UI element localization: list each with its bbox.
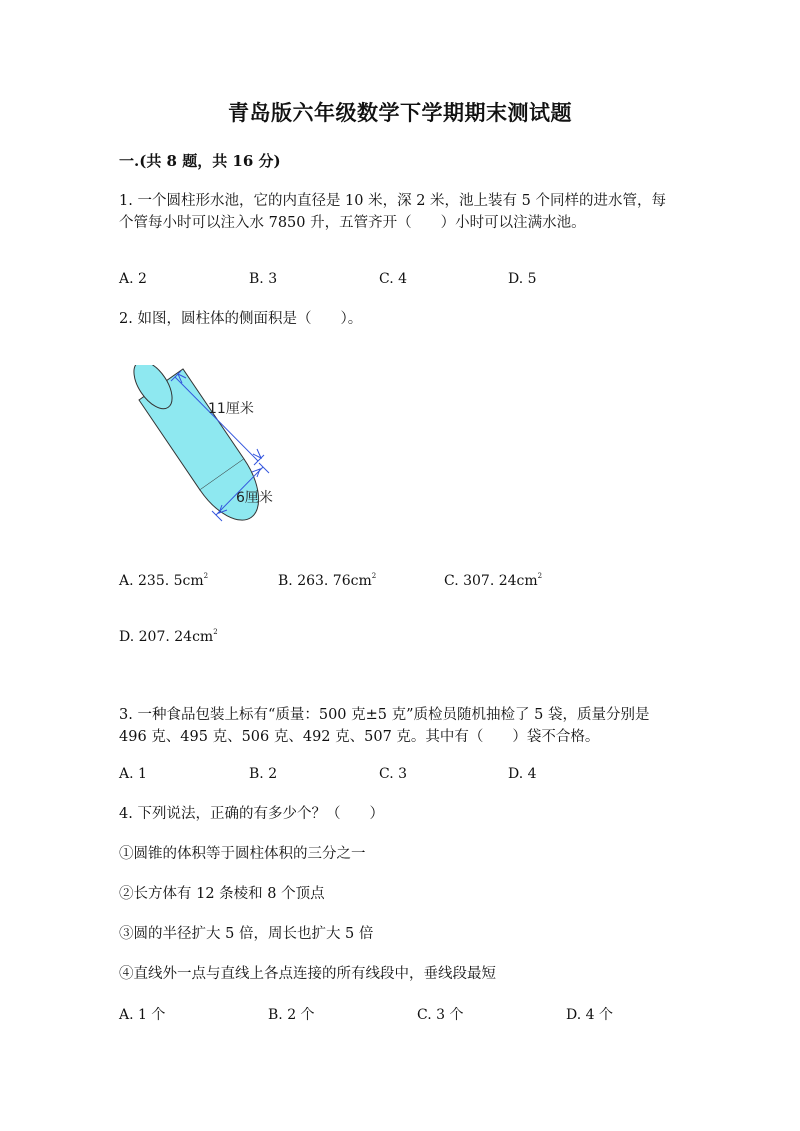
question-4-text: 4. 下列说法，正确的有多少个？（ ） [119, 806, 384, 822]
q2-option-c-label: C. 307. 24cm [444, 573, 538, 589]
unit-superscript: 2 [203, 572, 209, 580]
q1-option-d[interactable]: D. 5 [508, 271, 537, 287]
q4-option-d[interactable]: D. 4 个 [566, 1007, 613, 1023]
cylinder-figure [118, 365, 298, 525]
q1-option-c[interactable]: C. 4 [379, 271, 408, 287]
question-1-text: 1. 一个圆柱形水池，它的内直径是 10 米，深 2 米，池上装有 5 个同样的进水管，每个管每小时可以注入水 7850 升，五管齐开（ ）小时可以注满水池。 [119, 193, 666, 231]
page-title: 青岛版六年级数学下学期期末测试题 [228, 100, 572, 125]
q4-statement-3: ③圆的半径扩大 5 倍，周长也扩大 5 倍 [119, 926, 374, 942]
q4-statement-1: ①圆锥的体积等于圆柱体积的三分之一 [119, 846, 366, 862]
q4-statement-2: ②长方体有 12 条棱和 8 个顶点 [119, 886, 325, 902]
q4-option-c[interactable]: C. 3 个 [417, 1007, 464, 1023]
q1-option-a[interactable]: A. 2 [119, 271, 147, 287]
q2-option-d-label: D. 207. 24cm [119, 629, 214, 645]
q2-option-d[interactable] [119, 628, 218, 645]
q4-statement-4: ④直线外一点与直线上各点连接的所有线段中，垂线段最短 [119, 966, 496, 982]
q4-option-a[interactable]: A. 1 个 [119, 1007, 166, 1023]
q2-option-a-label: A. 235. 5cm [119, 573, 204, 589]
q1-option-b[interactable]: B. 3 [249, 271, 278, 287]
q3-option-b[interactable]: B. 2 [249, 766, 278, 782]
unit-superscript: 2 [371, 572, 377, 580]
unit-superscript: 2 [537, 572, 543, 580]
q3-option-a[interactable]: A. 1 [119, 766, 147, 782]
q2-option-c[interactable] [444, 572, 542, 589]
q2-option-b[interactable] [278, 572, 376, 589]
q4-option-b[interactable]: B. 2 个 [268, 1007, 315, 1023]
section-heading: 一.(共 8 题，共 16 分) [119, 152, 281, 170]
length-label: 11厘米 [208, 401, 254, 417]
question-2-text: 2. 如图，圆柱体的侧面积是（ ）。 [119, 311, 363, 327]
question-3-text: 3. 一种食品包装上标有“质量：500 克±5 克”质检员随机抽检了 5 袋，质量分别是 496 克、495 克、506 克、492 克、507 克。其中有（ ）袋不合格。 [119, 707, 650, 745]
q3-option-c[interactable]: C. 3 [379, 766, 408, 782]
diameter-label: 6厘米 [236, 490, 273, 506]
q2-option-b-label: B. 263. 76cm [278, 573, 372, 589]
unit-superscript: 2 [213, 628, 218, 636]
q3-option-d[interactable]: D. 4 [508, 766, 537, 782]
q2-option-a[interactable] [119, 572, 208, 589]
